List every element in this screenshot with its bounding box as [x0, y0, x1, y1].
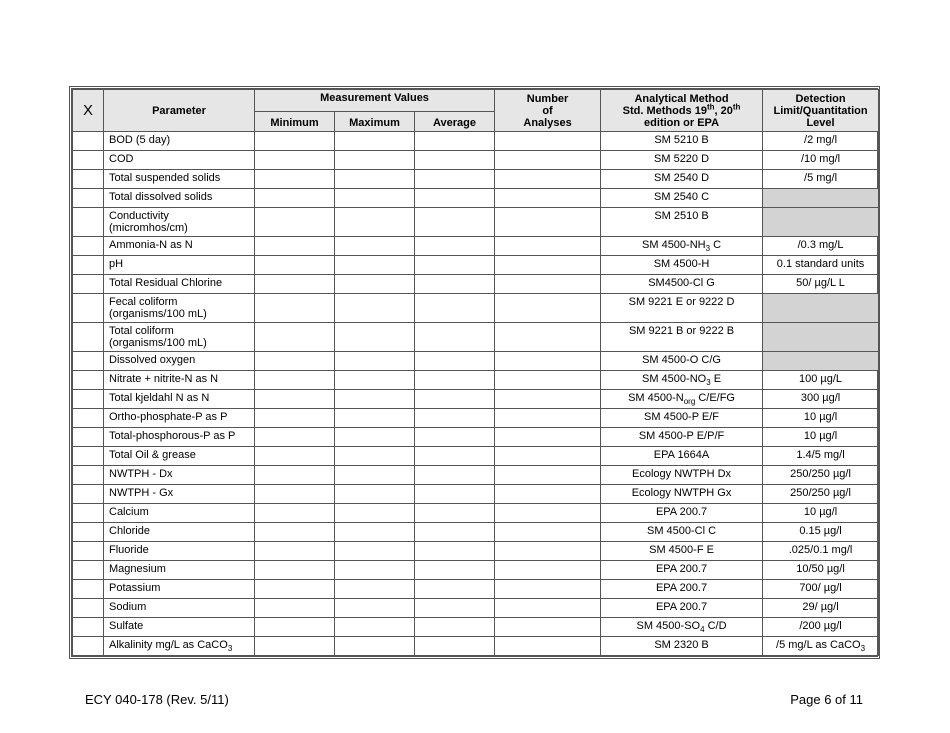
table-row — [73, 208, 879, 237]
average-cell[interactable] — [415, 466, 495, 485]
parameter-cell: Total dissolved solids — [104, 189, 255, 208]
maximum-cell[interactable] — [335, 256, 415, 275]
x-cell[interactable] — [73, 523, 104, 542]
x-cell[interactable] — [73, 237, 104, 256]
parameter-cell: Ortho-phosphate-P as P — [104, 409, 255, 428]
parameter-cell: Nitrate + nitrite-N as N — [104, 371, 255, 390]
average-cell[interactable] — [415, 371, 495, 390]
average-cell[interactable] — [415, 170, 495, 189]
detection-limit-header — [763, 90, 879, 132]
analytical-method-line2: Std. Methods 19th, 20th — [622, 101, 741, 117]
parameter-cell: Total kjeldahl N as N — [104, 390, 255, 409]
average-cell[interactable] — [415, 599, 495, 618]
average-cell[interactable] — [415, 189, 495, 208]
x-cell[interactable] — [73, 132, 104, 151]
maximum-cell[interactable] — [335, 618, 415, 637]
number-of-analyses-cell[interactable] — [495, 542, 601, 561]
table-row — [73, 132, 879, 151]
detection-cell: /200 µg/l — [763, 618, 879, 637]
maximum-cell[interactable] — [335, 542, 415, 561]
detection-cell: 0.1 standard units — [763, 256, 879, 275]
minimum-cell[interactable] — [255, 561, 335, 580]
detection-cell: 10 µg/l — [763, 409, 879, 428]
detection-cell: /10 mg/l — [763, 151, 879, 170]
average-cell[interactable] — [415, 352, 495, 371]
number-of-analyses-cell[interactable] — [495, 208, 601, 237]
method-cell: SM $4500-NH_3$ C — [601, 237, 763, 256]
parameter-cell: pH — [104, 256, 255, 275]
minimum-cell[interactable] — [255, 275, 335, 294]
maximum-cell[interactable] — [335, 371, 415, 390]
average-cell[interactable] — [415, 504, 495, 523]
minimum-cell[interactable] — [255, 352, 335, 371]
x-cell[interactable] — [73, 637, 104, 656]
parameters-table-frame — [69, 86, 880, 659]
x-cell[interactable] — [73, 170, 104, 189]
average-cell[interactable] — [415, 409, 495, 428]
average-cell[interactable] — [415, 523, 495, 542]
number-of-analyses-line2: of — [542, 104, 553, 117]
number-of-analyses-cell[interactable] — [495, 466, 601, 485]
minimum-cell[interactable] — [255, 323, 335, 352]
minimum-cell[interactable] — [255, 580, 335, 599]
average-cell[interactable] — [415, 208, 495, 237]
table-row — [73, 409, 879, 428]
table-row — [73, 485, 879, 504]
x-cell[interactable] — [73, 189, 104, 208]
x-cell[interactable] — [73, 323, 104, 352]
number-of-analyses-cell[interactable] — [495, 618, 601, 637]
maximum-cell[interactable] — [335, 637, 415, 656]
parameter-cell: Sulfate — [104, 618, 255, 637]
detection-cell: 10 µg/l — [763, 504, 879, 523]
method-cell: SM 2510 B — [601, 208, 763, 237]
table-row — [73, 170, 879, 189]
number-of-analyses-cell[interactable] — [495, 485, 601, 504]
method-cell: SM 9221 B or 9222 B — [601, 323, 763, 352]
number-of-analyses-cell[interactable] — [495, 151, 601, 170]
table-row — [73, 599, 879, 618]
maximum-cell[interactable] — [335, 189, 415, 208]
analytical-method-line1: Analytical Method — [634, 92, 729, 105]
method-cell: Ecology NWTPH Dx — [601, 466, 763, 485]
method-cell: SM $4500-NO_3$ E — [601, 371, 763, 390]
measurement-values-header: Measurement Values — [255, 90, 495, 112]
average-cell[interactable] — [415, 256, 495, 275]
number-of-analyses-line1: Number — [526, 92, 569, 105]
x-cell[interactable] — [73, 466, 104, 485]
average-cell[interactable] — [415, 485, 495, 504]
parameter-cell: Fecal coliform (organisms/100 mL) — [104, 294, 255, 323]
detection-cell-shaded — [763, 323, 879, 352]
parameter-cell: Total Oil & grease — [104, 447, 255, 466]
number-of-analyses-line3: Analyses — [523, 116, 572, 129]
minimum-cell[interactable] — [255, 618, 335, 637]
average-cell[interactable] — [415, 323, 495, 352]
parameter-column-header: Parameter — [104, 90, 255, 132]
x-cell[interactable] — [73, 294, 104, 323]
table-row — [73, 523, 879, 542]
minimum-cell[interactable] — [255, 485, 335, 504]
parameter-cell: Total-phosphorous-P as P — [104, 428, 255, 447]
table-row — [73, 504, 879, 523]
average-cell[interactable] — [415, 618, 495, 637]
x-column-header: X — [73, 90, 104, 132]
minimum-cell[interactable] — [255, 237, 335, 256]
maximum-cell[interactable] — [335, 275, 415, 294]
method-cell: EPA 200.7 — [601, 504, 763, 523]
average-column-header: Average — [415, 112, 495, 132]
maximum-cell[interactable] — [335, 170, 415, 189]
detection-cell: 10/50 µg/l — [763, 561, 879, 580]
table-row — [73, 466, 879, 485]
number-of-analyses-cell[interactable] — [495, 256, 601, 275]
maximum-cell[interactable] — [335, 504, 415, 523]
method-cell: EPA 200.7 — [601, 599, 763, 618]
number-of-analyses-cell[interactable] — [495, 275, 601, 294]
detection-cell: 10 µg/l — [763, 428, 879, 447]
parameter-cell: Chloride — [104, 523, 255, 542]
number-of-analyses-cell[interactable] — [495, 132, 601, 151]
detection-limit-line2: Limit/Quantitation — [773, 104, 868, 117]
method-cell: EPA 200.7 — [601, 561, 763, 580]
table-row — [73, 580, 879, 599]
average-cell[interactable] — [415, 428, 495, 447]
maximum-cell[interactable] — [335, 352, 415, 371]
table-row — [73, 189, 879, 208]
detection-cell-shaded — [763, 294, 879, 323]
maximum-cell[interactable] — [335, 208, 415, 237]
table-row — [73, 637, 879, 656]
detection-cell-shaded — [763, 208, 879, 237]
number-of-analyses-header — [495, 90, 601, 132]
parameter-cell: Dissolved oxygen — [104, 352, 255, 371]
table-row — [73, 371, 879, 390]
table-row — [73, 275, 879, 294]
parameter-cell: BOD (5 day) — [104, 132, 255, 151]
minimum-cell[interactable] — [255, 189, 335, 208]
x-cell[interactable] — [73, 151, 104, 170]
maximum-cell[interactable] — [335, 447, 415, 466]
parameter-cell: Calcium — [104, 504, 255, 523]
detection-cell: 250/250 µg/l — [763, 485, 879, 504]
x-cell[interactable] — [73, 618, 104, 637]
parameter-cell: Alkalinity mg/L as CaCO$_3$ — [104, 637, 255, 656]
method-cell: SM 4500-P E/F — [601, 409, 763, 428]
minimum-cell[interactable] — [255, 504, 335, 523]
page-number: Page 6 of 11 — [790, 692, 863, 707]
detection-cell: 250/250 µg/l — [763, 466, 879, 485]
method-cell: SM 4500-H — [601, 256, 763, 275]
number-of-analyses-cell[interactable] — [495, 409, 601, 428]
number-of-analyses-cell[interactable] — [495, 323, 601, 352]
method-cell: SM 2540 C — [601, 189, 763, 208]
parameter-cell: Ammonia-N as N — [104, 237, 255, 256]
average-cell[interactable] — [415, 237, 495, 256]
x-cell[interactable] — [73, 504, 104, 523]
table-row — [73, 237, 879, 256]
table-row — [73, 428, 879, 447]
maximum-cell[interactable] — [335, 580, 415, 599]
average-cell[interactable] — [415, 151, 495, 170]
detection-cell: /5 mg/L as CaCO$_3$ — [763, 637, 879, 656]
detection-cell: 300 µg/l — [763, 390, 879, 409]
minimum-cell[interactable] — [255, 170, 335, 189]
minimum-cell[interactable] — [255, 447, 335, 466]
method-cell: SM 2320 B — [601, 637, 763, 656]
minimum-cell[interactable] — [255, 132, 335, 151]
detection-cell: 50/ µg/L L — [763, 275, 879, 294]
maximum-cell[interactable] — [335, 323, 415, 352]
detection-cell: 1.4/5 mg/l — [763, 447, 879, 466]
minimum-cell[interactable] — [255, 409, 335, 428]
parameter-cell: Sodium — [104, 599, 255, 618]
maximum-cell[interactable] — [335, 485, 415, 504]
minimum-cell[interactable] — [255, 208, 335, 237]
detection-cell: .025/0.1 mg/l — [763, 542, 879, 561]
x-cell[interactable] — [73, 561, 104, 580]
detection-limit-line1: Detection — [795, 92, 846, 105]
x-cell[interactable] — [73, 542, 104, 561]
detection-cell-shaded — [763, 189, 879, 208]
maximum-column-header: Maximum — [335, 112, 415, 132]
detection-cell: /0.3 mg/L — [763, 237, 879, 256]
number-of-analyses-cell[interactable] — [495, 580, 601, 599]
x-cell[interactable] — [73, 371, 104, 390]
parameter-cell: Fluoride — [104, 542, 255, 561]
average-cell[interactable] — [415, 294, 495, 323]
method-cell: SM $4500-SO_4$ C/D — [601, 618, 763, 637]
table-row — [73, 618, 879, 637]
number-of-analyses-cell[interactable] — [495, 504, 601, 523]
parameter-cell: NWTPH - Dx — [104, 466, 255, 485]
table-row — [73, 256, 879, 275]
minimum-cell[interactable] — [255, 390, 335, 409]
table-row — [73, 447, 879, 466]
parameter-cell: Total Residual Chlorine — [104, 275, 255, 294]
maximum-cell[interactable] — [335, 390, 415, 409]
detection-cell: 0.15 µg/l — [763, 523, 879, 542]
detection-limit-line3: Level — [806, 116, 835, 129]
table-row — [73, 561, 879, 580]
average-cell[interactable] — [415, 447, 495, 466]
table-row — [73, 542, 879, 561]
maximum-cell[interactable] — [335, 599, 415, 618]
parameter-cell: Conductivity (micromhos/cm) — [104, 208, 255, 237]
number-of-analyses-cell[interactable] — [495, 428, 601, 447]
form-id: ECY 040-178 (Rev. 5/11) — [85, 692, 229, 707]
minimum-column-header: Minimum — [255, 112, 335, 132]
method-cell: SM 4500-Cl C — [601, 523, 763, 542]
parameters-table — [72, 89, 879, 656]
average-cell[interactable] — [415, 275, 495, 294]
minimum-cell[interactable] — [255, 466, 335, 485]
method-cell: SM 4500-F E — [601, 542, 763, 561]
number-of-analyses-cell[interactable] — [495, 637, 601, 656]
parameter-cell: Potassium — [104, 580, 255, 599]
parameter-cell: NWTPH - Gx — [104, 485, 255, 504]
x-cell[interactable] — [73, 208, 104, 237]
detection-cell: 700/ µg/l — [763, 580, 879, 599]
number-of-analyses-cell[interactable] — [495, 523, 601, 542]
average-cell[interactable] — [415, 132, 495, 151]
maximum-cell[interactable] — [335, 428, 415, 447]
x-cell[interactable] — [73, 390, 104, 409]
analytical-method-header — [601, 90, 763, 132]
average-cell[interactable] — [415, 580, 495, 599]
x-cell[interactable] — [73, 352, 104, 371]
x-cell[interactable] — [73, 485, 104, 504]
minimum-cell[interactable] — [255, 599, 335, 618]
x-cell[interactable] — [73, 409, 104, 428]
number-of-analyses-cell[interactable] — [495, 189, 601, 208]
detection-cell: 29/ µg/l — [763, 599, 879, 618]
table-row — [73, 323, 879, 352]
method-cell: Ecology NWTPH Gx — [601, 485, 763, 504]
table-row — [73, 352, 879, 371]
minimum-cell[interactable] — [255, 151, 335, 170]
maximum-cell[interactable] — [335, 237, 415, 256]
x-cell[interactable] — [73, 580, 104, 599]
number-of-analyses-cell[interactable] — [495, 294, 601, 323]
detection-cell: /5 mg/l — [763, 170, 879, 189]
parameter-cell: Total coliform (organisms/100 mL) — [104, 323, 255, 352]
x-cell[interactable] — [73, 275, 104, 294]
method-cell: SM 2540 D — [601, 170, 763, 189]
detection-cell: 100 µg/L — [763, 371, 879, 390]
parameter-cell: Magnesium — [104, 561, 255, 580]
average-cell[interactable] — [415, 542, 495, 561]
average-cell[interactable] — [415, 637, 495, 656]
table-row — [73, 390, 879, 409]
number-of-analyses-cell[interactable] — [495, 390, 601, 409]
number-of-analyses-cell[interactable] — [495, 170, 601, 189]
maximum-cell[interactable] — [335, 409, 415, 428]
x-cell[interactable] — [73, 447, 104, 466]
minimum-cell[interactable] — [255, 256, 335, 275]
method-cell: SM $4500-N_{org}$ C/E/FG — [601, 390, 763, 409]
number-of-analyses-cell[interactable] — [495, 599, 601, 618]
number-of-analyses-cell[interactable] — [495, 371, 601, 390]
number-of-analyses-cell[interactable] — [495, 561, 601, 580]
maximum-cell[interactable] — [335, 561, 415, 580]
method-cell: SM4500-Cl G — [601, 275, 763, 294]
minimum-cell[interactable] — [255, 294, 335, 323]
minimum-cell[interactable] — [255, 428, 335, 447]
method-cell: EPA 200.7 — [601, 580, 763, 599]
maximum-cell[interactable] — [335, 151, 415, 170]
x-cell[interactable] — [73, 428, 104, 447]
maximum-cell[interactable] — [335, 132, 415, 151]
x-cell[interactable] — [73, 256, 104, 275]
minimum-cell[interactable] — [255, 371, 335, 390]
table-row — [73, 151, 879, 170]
maximum-cell[interactable] — [335, 523, 415, 542]
x-cell[interactable] — [73, 599, 104, 618]
number-of-analyses-cell[interactable] — [495, 237, 601, 256]
average-cell[interactable] — [415, 561, 495, 580]
maximum-cell[interactable] — [335, 294, 415, 323]
minimum-cell[interactable] — [255, 523, 335, 542]
number-of-analyses-cell[interactable] — [495, 352, 601, 371]
analytical-method-line3: edition or EPA — [644, 116, 720, 129]
parameter-cell: Total suspended solids — [104, 170, 255, 189]
method-cell: SM 4500-O C/G — [601, 352, 763, 371]
minimum-cell[interactable] — [255, 542, 335, 561]
average-cell[interactable] — [415, 390, 495, 409]
method-cell: SM 5210 B — [601, 132, 763, 151]
minimum-cell[interactable] — [255, 637, 335, 656]
detection-cell-shaded — [763, 352, 879, 371]
method-cell: EPA 1664A — [601, 447, 763, 466]
number-of-analyses-cell[interactable] — [495, 447, 601, 466]
maximum-cell[interactable] — [335, 466, 415, 485]
parameter-cell: COD — [104, 151, 255, 170]
table-row — [73, 294, 879, 323]
method-cell: SM 5220 D — [601, 151, 763, 170]
method-cell: SM 4500-P E/P/F — [601, 428, 763, 447]
method-cell: SM 9221 E or 9222 D — [601, 294, 763, 323]
detection-cell: /2 mg/l — [763, 132, 879, 151]
